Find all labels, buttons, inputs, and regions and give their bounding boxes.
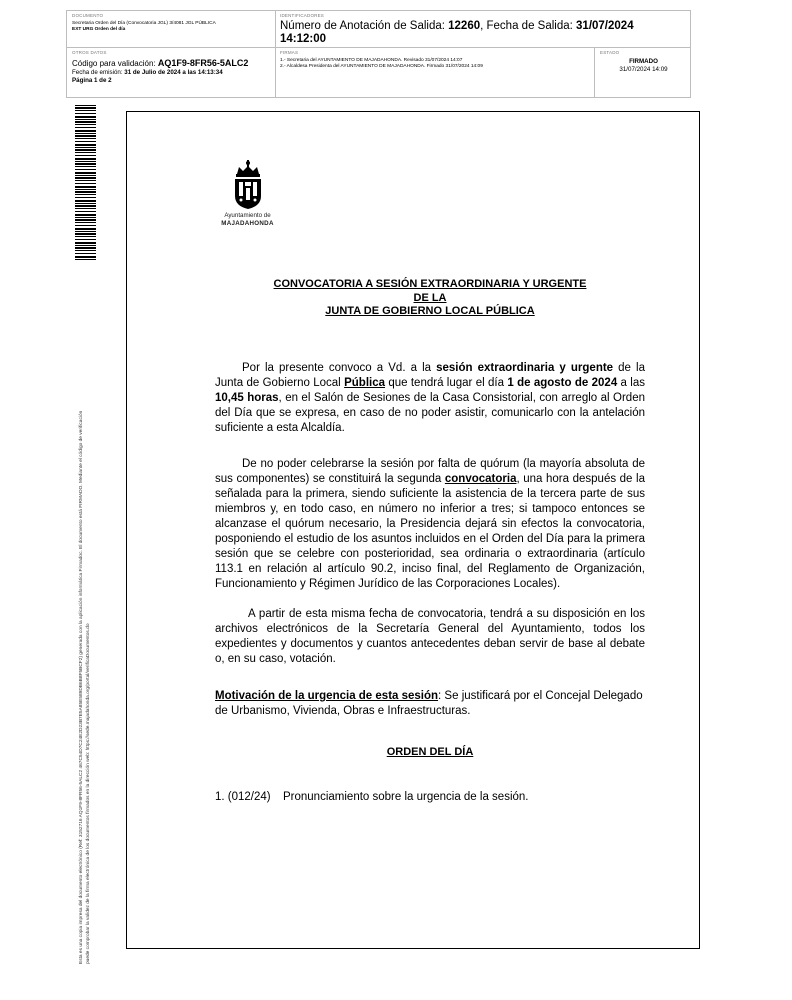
side-text-line1: Esta es una copia impresa del documento electrónico (Ref: 3152716 AQ1F9-8FR56-5ALC2 467C54D7C24E2D23B7E5A85E589DB6B8F5BCF2) generada con la aplicación informática Firmadoc. El documento está FIRMADO. Mediante el código de verificación	[79, 410, 84, 964]
salida-date: 31/07/2024	[576, 20, 634, 32]
validation-code: Código para validación: AQ1F9-8FR56-5ALC2	[72, 58, 249, 68]
documento-line2: EXT URG Orden del día	[72, 27, 126, 32]
page-counter: Página 1 de 2	[72, 77, 112, 84]
agenda-item-text: Pronunciamiento sobre la urgencia de la sesión.	[283, 791, 529, 803]
anotacion-salida: Número de Anotación de Salida: 12260, Fecha de Salida: 31/07/2024 14:12:00	[280, 20, 634, 45]
document-title	[215, 278, 645, 319]
title-line3: JUNTA DE GOBIERNO LOCAL PÚBLICA	[325, 305, 535, 317]
paragraph-urgency: Motivación de la urgencia de esta sesión: Se justificará por el Concejal Delegado de Urbanismo, Vivienda, Obras e Infraestructuras.	[215, 690, 643, 717]
identificadores-label: IDENTIFICADORES	[280, 13, 325, 18]
coat-of-arms-icon	[229, 160, 267, 210]
paragraph-documents: A partir de esta misma fecha de convocatoria, tendrá a su disposición en los archivos electrónicos de la Secretaría General del Ayuntamiento, todos los expedientes y documentos y cuantos antecedentes deban servir de base al debate o, en su caso, votación.	[215, 608, 645, 665]
firmas-label: FIRMAS	[280, 50, 299, 55]
paragraph-convocation: Por la presente convoco a Vd. a la sesión extraordinaria y urgente de la Junta de Gobierno Local Pública que tendrá lugar el día 1 de agosto de 2024 a las 10,45 horas, en el Salón de Sesiones de la Casa Consistorial, con arreglo al Orden del Día que se expresa, en caso de no poder asistir, comunicarlo con la antelación suficiente a esta Alcaldía.	[215, 362, 645, 434]
ayuntamiento-logo	[215, 160, 280, 227]
salida-time: 14:12:00	[280, 33, 327, 45]
emission-date: Fecha de emisión: 31 de Julio de 2024 a las 14:13:34	[72, 69, 223, 76]
verification-side-text	[78, 274, 92, 964]
document-header-table	[66, 10, 691, 98]
estado-label: ESTADO	[600, 50, 620, 55]
agenda-item	[215, 790, 528, 805]
estado-cell	[595, 48, 692, 98]
anotacion-number: 12260	[448, 20, 481, 32]
title-line1: CONVOCATORIA A SESIÓN EXTRAORDINARIA Y URGENTE	[273, 278, 587, 290]
validation-code-value: AQ1F9-8FR56-5ALC2	[157, 58, 249, 68]
side-text-line2: puede comprobar la validez de la firma electrónica de los documentos firmados en la dirección web: https://sede.majadahonda.org/portal/verificaDocumentos.do	[86, 623, 91, 964]
title-line2: DE LA	[413, 291, 447, 304]
logo-line1: Ayuntamiento de	[224, 212, 271, 219]
urgency-label: Motivación de la urgencia de esta sesión	[215, 690, 439, 702]
firma-item-1: 1.- Secretaria del AYUNTAMIENTO DE MAJADAHONDA. Revisado 31/07/2024 14:07	[280, 58, 463, 63]
otros-datos-label: OTROS DATOS	[72, 50, 107, 55]
documento-label: DOCUMENTO	[72, 13, 104, 18]
paragraph-quorum: De no poder celebrarse la sesión por falta de quórum (la mayoría absoluta de sus componentes) se constituirá la segunda convocatoria, una hora después de la señalada para la primera, siendo suficiente la asistencia de la tercera parte de sus miembros y, en todo caso, en número no inferior a tres; si tampoco entonces se alcanzase el quórum necesario, la Presidencia dejará sin efectos la convocatoria, posponiendo el estudio de los asuntos incluidos en el Orden del Día para la primera sesión que se celebre con posterioridad, sea ordinaria o extraordinaria (artículo 113.1 en relación al artículo 90.2, inciso final, del Reglamento de Organización, Funcionamiento y Régimen Jurídico de las Corporaciones Locales).	[215, 458, 645, 590]
estado-datetime: 31/07/2024 14:09	[619, 66, 668, 73]
firmas-cell	[275, 48, 594, 98]
barcode	[75, 105, 96, 260]
firma-item-2: 2.- Alcaldesa Presidenta del AYUNTAMIENTO DE MAJADAHONDA. Firmado 31/07/2024 14:09	[280, 64, 483, 69]
identificadores-cell	[275, 11, 692, 47]
logo-line2: MAJADAHONDA	[221, 219, 274, 227]
estado-status: FIRMADO	[629, 58, 658, 65]
documento-cell	[67, 11, 275, 47]
documento-line1: Secretaria Orden del Día (Convocatoria JGL) 3/4081 JGL PÚBLICA	[72, 21, 216, 26]
otros-datos-cell	[67, 48, 275, 98]
agenda-item-number: 1. (012/24)	[215, 791, 271, 803]
orden-del-dia-heading: ORDEN DEL DÍA	[386, 746, 474, 758]
